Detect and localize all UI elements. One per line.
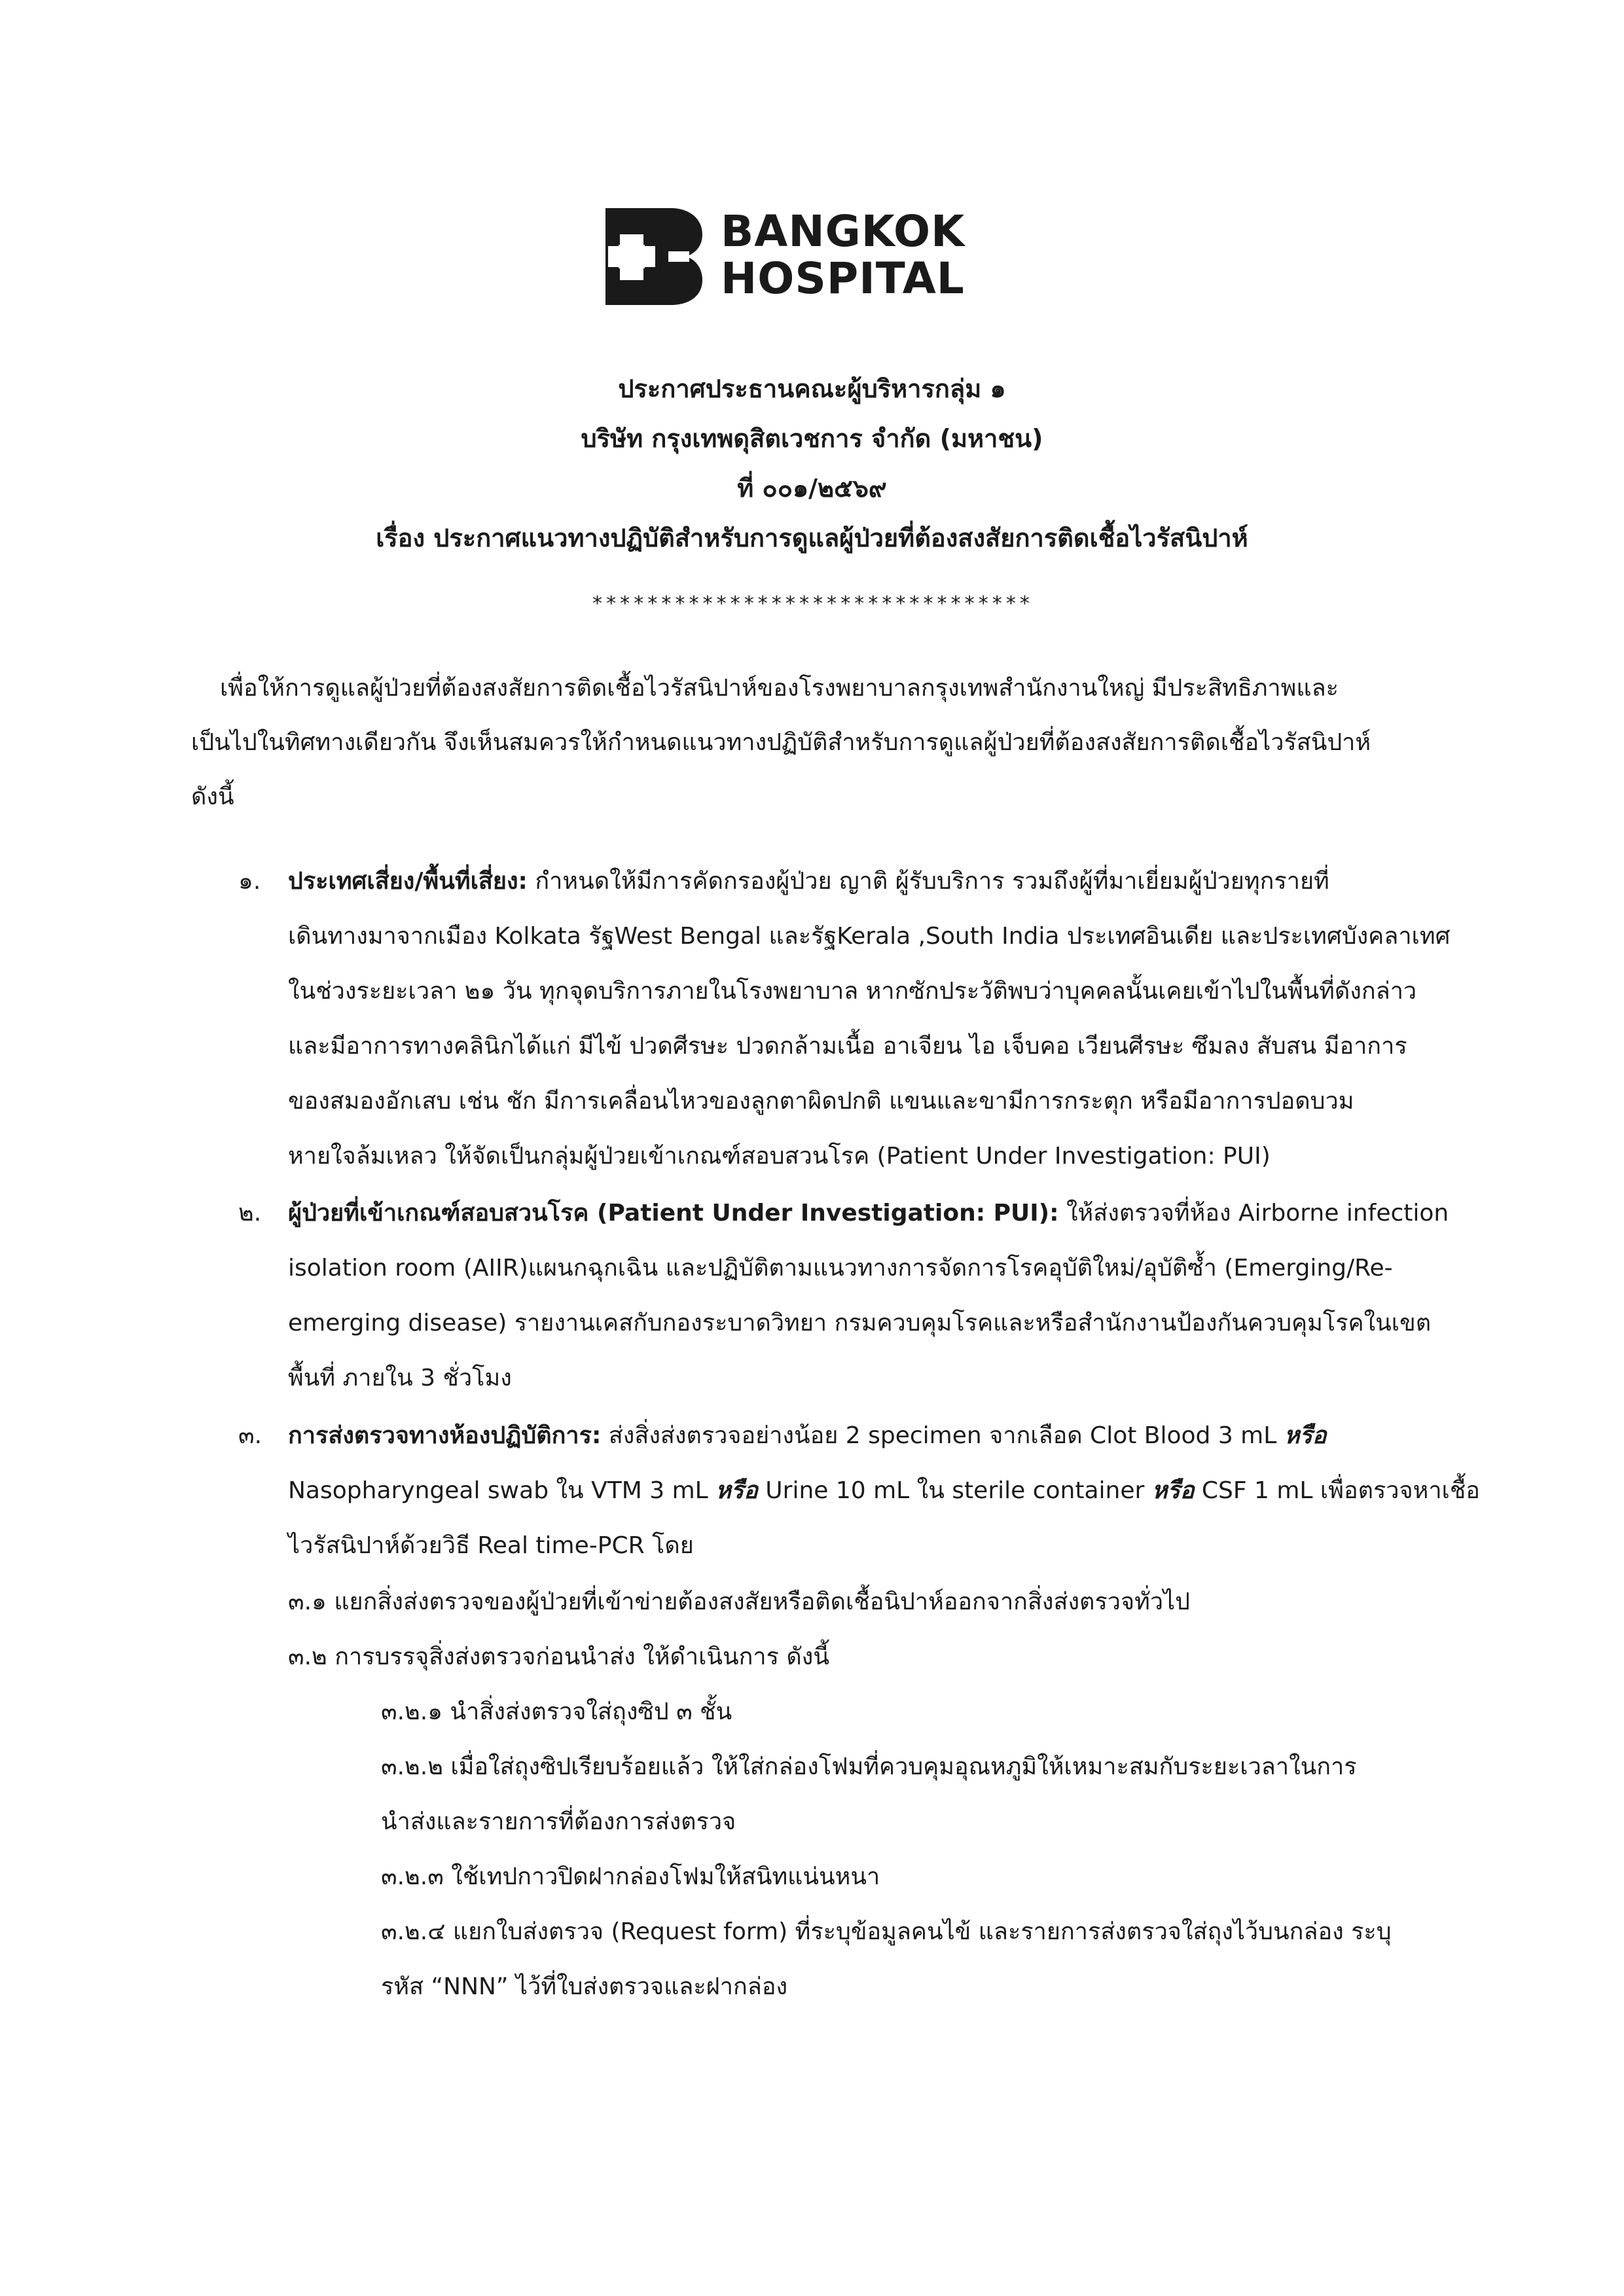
item-1-line-3: ในช่วงระยะเวลา ๒๑ วัน ทุกจุดบริการภายในโรงพยาบาล หากซักประวัติพบว่าบุคคลนั้นเคยเข้าไปในพื้นที่ดังกล่าว [288,978,1417,1005]
item-2-body [288,1186,1449,1406]
item-1-line-5: ของสมองอักเสบ เช่น ชัก มีการเคลื่อนไหวของลูกตาผิดปกติ แขนและขามีการกระตุก หรือมีอาการปอดบวม [288,1088,1354,1115]
item-2-line-3: emerging disease) รายงานเคสกับกองระบาดวิทยา กรมควบคุมโรคและหรือสำนักงานป้องกันควบคุมโรคในเขต [288,1310,1432,1336]
item-2-line-2: isolation room (AIIR)แผนกฉุกเฉิน และปฏิบัติตามแนวทางการจัดการโรคอุบัติใหม่/อุบัติซ้ำ (Emerging/Re- [288,1255,1393,1282]
item-3-or-3: หรือ [1151,1477,1195,1504]
item-3-line-2a: Nasopharyngeal swab ใน VTM 3 mL [288,1477,716,1504]
item-1-line-6: หายใจล้มเหลว ให้จัดเป็นกลุ่มผู้ป่วยเข้าเกณฑ์สอบสวนโรค (Patient Under Investigation: PUI) [288,1143,1271,1170]
item-2-line-1: ให้ส่งตรวจที่ห้อง Airborne infection [1058,1200,1449,1227]
bangkok-hospital-logo [605,208,1011,306]
item-3-heading: การส่งตรวจทางห้องปฏิบัติการ: [288,1422,602,1449]
item-2-number: ๒. [238,1200,262,1227]
item-3-2-3: ๓.๒.๓ ใช้เทปกาวปิดฝากล่องโฟมให้สนิทแน่นหนา [381,1863,880,1890]
brand-line-1: BANGKOK [721,206,965,257]
item-1-number: ๑. [238,868,261,895]
item-1-body [288,854,1450,1184]
item-3-2-2: ๓.๒.๒ เมื่อใส่ถุงซิปเรียบร้อยแล้ว ให้ใส่กล่องโฟมที่ควบคุมอุณหภูมิให้เหมาะสมกับระยะเวลาในการ [381,1753,1357,1780]
hospital-cross-logo-icon [605,208,702,305]
item-1-heading: ประเทศเสี่ยง/พื้นที่เสี่ยง: [288,868,528,895]
intro-line-3: ดังนี้ [191,783,234,810]
intro-line-2: เป็นไปในทิศทางเดียวกัน จึงเห็นสมควรให้กำหนดแนวทางปฏิบัติสำหรับการดูแลผู้ป่วยที่ต้องสงสัยการติดเชื้อไวรัสนิปาห์ [191,729,1371,756]
brand-name [721,208,965,302]
item-3-body [288,1408,1480,1573]
header-line-2: บริษัท กรุงเทพดุสิตเวชการ จำกัด (มหาชน) [581,424,1043,453]
header-subject: เรื่อง ประกาศแนวทางปฏิบัติสำหรับการดูแลผู้ป่วยที่ต้องสงสัยการติดเชื้อไวรัสนิปาห์ [376,524,1248,552]
brand-line-2: HOSPITAL [721,253,965,304]
item-3-2-1: ๓.๒.๑ นำสิ่งส่งตรวจใส่ถุงซิป ๓ ชั้น [381,1698,732,1725]
item-3-line-1: ส่งสิ่งส่งตรวจอย่างน้อย 2 specimen จากเลือด Clot Blood 3 mL [601,1422,1284,1449]
item-3-2: ๓.๒ การบรรจุสิ่งส่งตรวจก่อนนำส่ง ให้ดำเนินการ ดังนี้ [288,1643,829,1670]
item-3-2-4-cont: รหัส “NNN” ไว้ที่ใบส่งตรวจและฝากล่อง [381,1973,788,2000]
item-3-1: ๓.๑ แยกสิ่งส่งตรวจของผู้ป่วยที่เข้าข่ายต้องสงสัยหรือติดเชื้อนิปาห์ออกจากสิ่งส่งตรวจทั่วไป [288,1588,1190,1615]
intro-line-1: เพื่อให้การดูแลผู้ป่วยที่ต้องสงสัยการติดเชื้อไวรัสนิปาห์ของโรงพยาบาลกรุงเทพสำนักงานใหญ่ มีประสิทธิภาพและ [220,675,1339,702]
item-2-heading: ผู้ป่วยที่เข้าเกณฑ์สอบสวนโรค (Patient Under Investigation: PUI): [288,1200,1059,1227]
separator-stars: ******************************** [591,592,1033,615]
item-3-line-3: ไวรัสนิปาห์ด้วยวิธี Real time-PCR โดย [288,1532,694,1559]
item-2-line-4: พื้นที่ ภายใน 3 ชั่วโมง [288,1365,512,1391]
item-3-or-1: หรือ [1284,1422,1327,1449]
item-3-number: ๓. [238,1422,262,1449]
item-3-line-2b: Urine 10 mL ใน sterile container [757,1477,1152,1504]
intro-paragraph [220,661,1339,715]
intro-paragraph-cont [191,715,1371,824]
item-3-2-2-cont: นำส่งและรายการที่ต้องการส่งตรวจ [381,1808,736,1835]
header-line-1: ประกาศประธานคณะผู้บริหารกลุ่ม ๑ [618,374,1006,403]
header-line-3: ที่ ๐๐๑/๒๕๖๙ [737,474,887,503]
item-3-or-2: หรือ [715,1477,758,1504]
item-3-2-4: ๓.๒.๔ แยกใบส่งตรวจ (Request form) ที่ระบุข้อมูลคนไข้ และรายการส่งตรวจใส่ถุงไว้บนกล่อง ระบุ [381,1918,1392,1945]
item-3-line-2c: CSF 1 mL เพื่อตรวจหาเชื้อ [1194,1477,1480,1504]
item-1-line-4: และมีอาการทางคลินิกได้แก่ มีไข้ ปวดศีรษะ ปวดกล้ามเนื้อ อาเจียน ไอ เจ็บคอ เวียนศีรษะ ซึมลง สับสน มีอาการ [288,1033,1407,1060]
item-1-line-2: เดินทางมาจากเมือง Kolkata รัฐWest Bengal และรัฐKerala ,South India ประเทศอินเดีย และประเทศบังคลาเทศ [288,923,1451,950]
announcement-header [0,364,1624,563]
item-1-line-1: กำหนดให้มีการคัดกรองผู้ป่วย ญาติ ผู้รับบริการ รวมถึงผู้ที่มาเยี่ยมผู้ป่วยทุกรายที่ [527,868,1329,895]
